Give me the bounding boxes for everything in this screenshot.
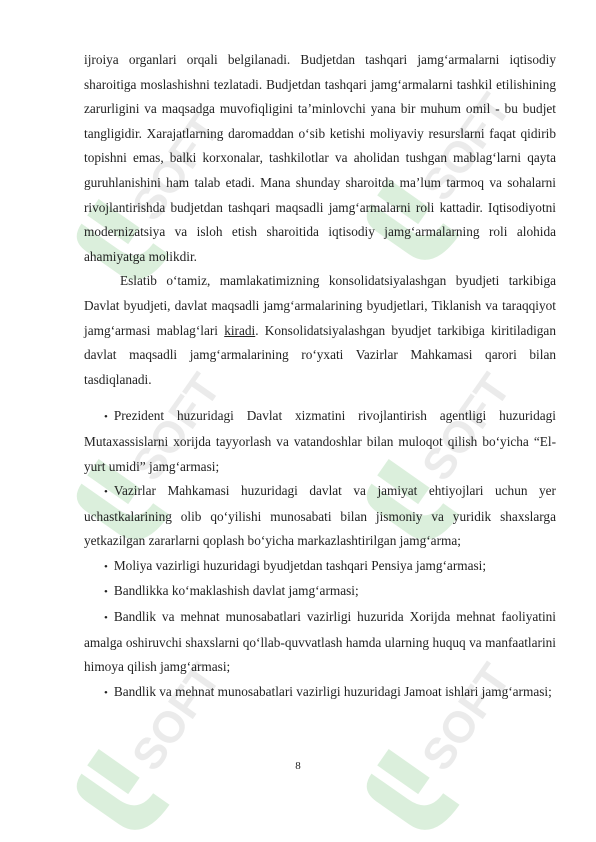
bullet-icon: • (104, 560, 108, 573)
bullet-item-4: • Bandlikka ko‘maklashish davlat jamg‘armasi; (84, 579, 556, 605)
paragraph-1: ijroiya organlari orqali belgilanadi. Budjetdan tashqari jamg‘armalarni iqtisodiy sharoitiga moslashishni tezlatadi. Budjetdan tashqari jamg‘armalarni tashkil etilishining zarurligini va maqsadga muvofiqligini ta’minlovchi yana bir muhum omil - bu budjet tangligidir. Xarajatlarning daromaddan o‘sib ketishi moliyaviy resurslarni faqat qidirib topishni emas, balki korxonalar, tashkilotlar va aholidan tushgan mablag‘larni qayta guruhlanishini ham talab etadi. Mana shunday sharoitda ma’lum tarmoq va sohalarni rivojlantirishda budjetdan tashqari maqsadli jamg‘armalarni roli kattadir. Iqtisodiyotni modernizatsiya va isloh etish sharoitida iqtisodiy jamg‘armalarning roli alohida ahamiyatga molikdir. (84, 52, 556, 264)
bullet-item-6: • Bandlik va mehnat munosabatlari vazirligi huzuridagi Jamoat ishlari jamg‘armasi; (84, 680, 556, 706)
bullet-item-3: • Moliya vazirligi huzuridagi byudjetdan tashqari Pensiya jamg‘armasi; (84, 554, 556, 580)
paragraph-2-text-a: Eslatib o‘tamiz, mamlakatimizning konsolidatsiyalashgan byudjeti tarkibiga Davlat byudjeti, davlat maqsadli jamg‘armalarining byudjetlari, Tiklanish va taraqqiyot jamg‘armasi mablag‘lari (84, 273, 556, 338)
bullet-icon: • (104, 586, 108, 599)
bullet-icon: • (104, 686, 108, 699)
page-number: 8 (295, 760, 301, 772)
bullet-icon: • (104, 486, 108, 499)
watermark-logo: SOFT (0, 0, 596, 842)
bullet-icon: • (104, 612, 108, 625)
bullet-item-5: • Bandlik va mehnat munosabatlari vazirligi huzurida Xorijda mehnat faoliyatini amalga oshiruvchi shaxslarni qo‘llab-quvvatlash hamda ularning huquq va manfaatlarini himoya qilish jamg‘armasi; (84, 605, 556, 680)
document-body (84, 48, 556, 705)
bullet-item-1: • Prezident huzuridagi Davlat xizmatini rivojlantirish agentligi huzuridagi Mutaxassislarni xorijda tayyorlash va vatandoshlar bilan muloqot qilish bo‘yicha “El-yurt umidi” jamg‘armasi; (84, 404, 556, 479)
underlined-word: kiradi (224, 322, 256, 338)
paragraph-2-text-b: . Konsolidatsiyalashgan byudjet tarkibiga kiritiladigan davlat maqsadli jamg‘armalarining ro‘yxati Vazirlar Mahkamasi qarori bilan tasdiqlanadi. (84, 322, 556, 387)
bullet-item-2: • Vazirlar Mahkamasi huzuridagi davlat va jamiyat ehtiyojlari uchun yer uchastkalarining olib qo‘yilishi munosabati bilan jismoniy va yuridik shaxslarga yetkazilgan zararlarni qoplash bo‘yicha markazlashtirilgan jamg‘arma; (84, 479, 556, 554)
bullet-icon: • (104, 411, 108, 424)
paragraph-2 (84, 269, 556, 392)
